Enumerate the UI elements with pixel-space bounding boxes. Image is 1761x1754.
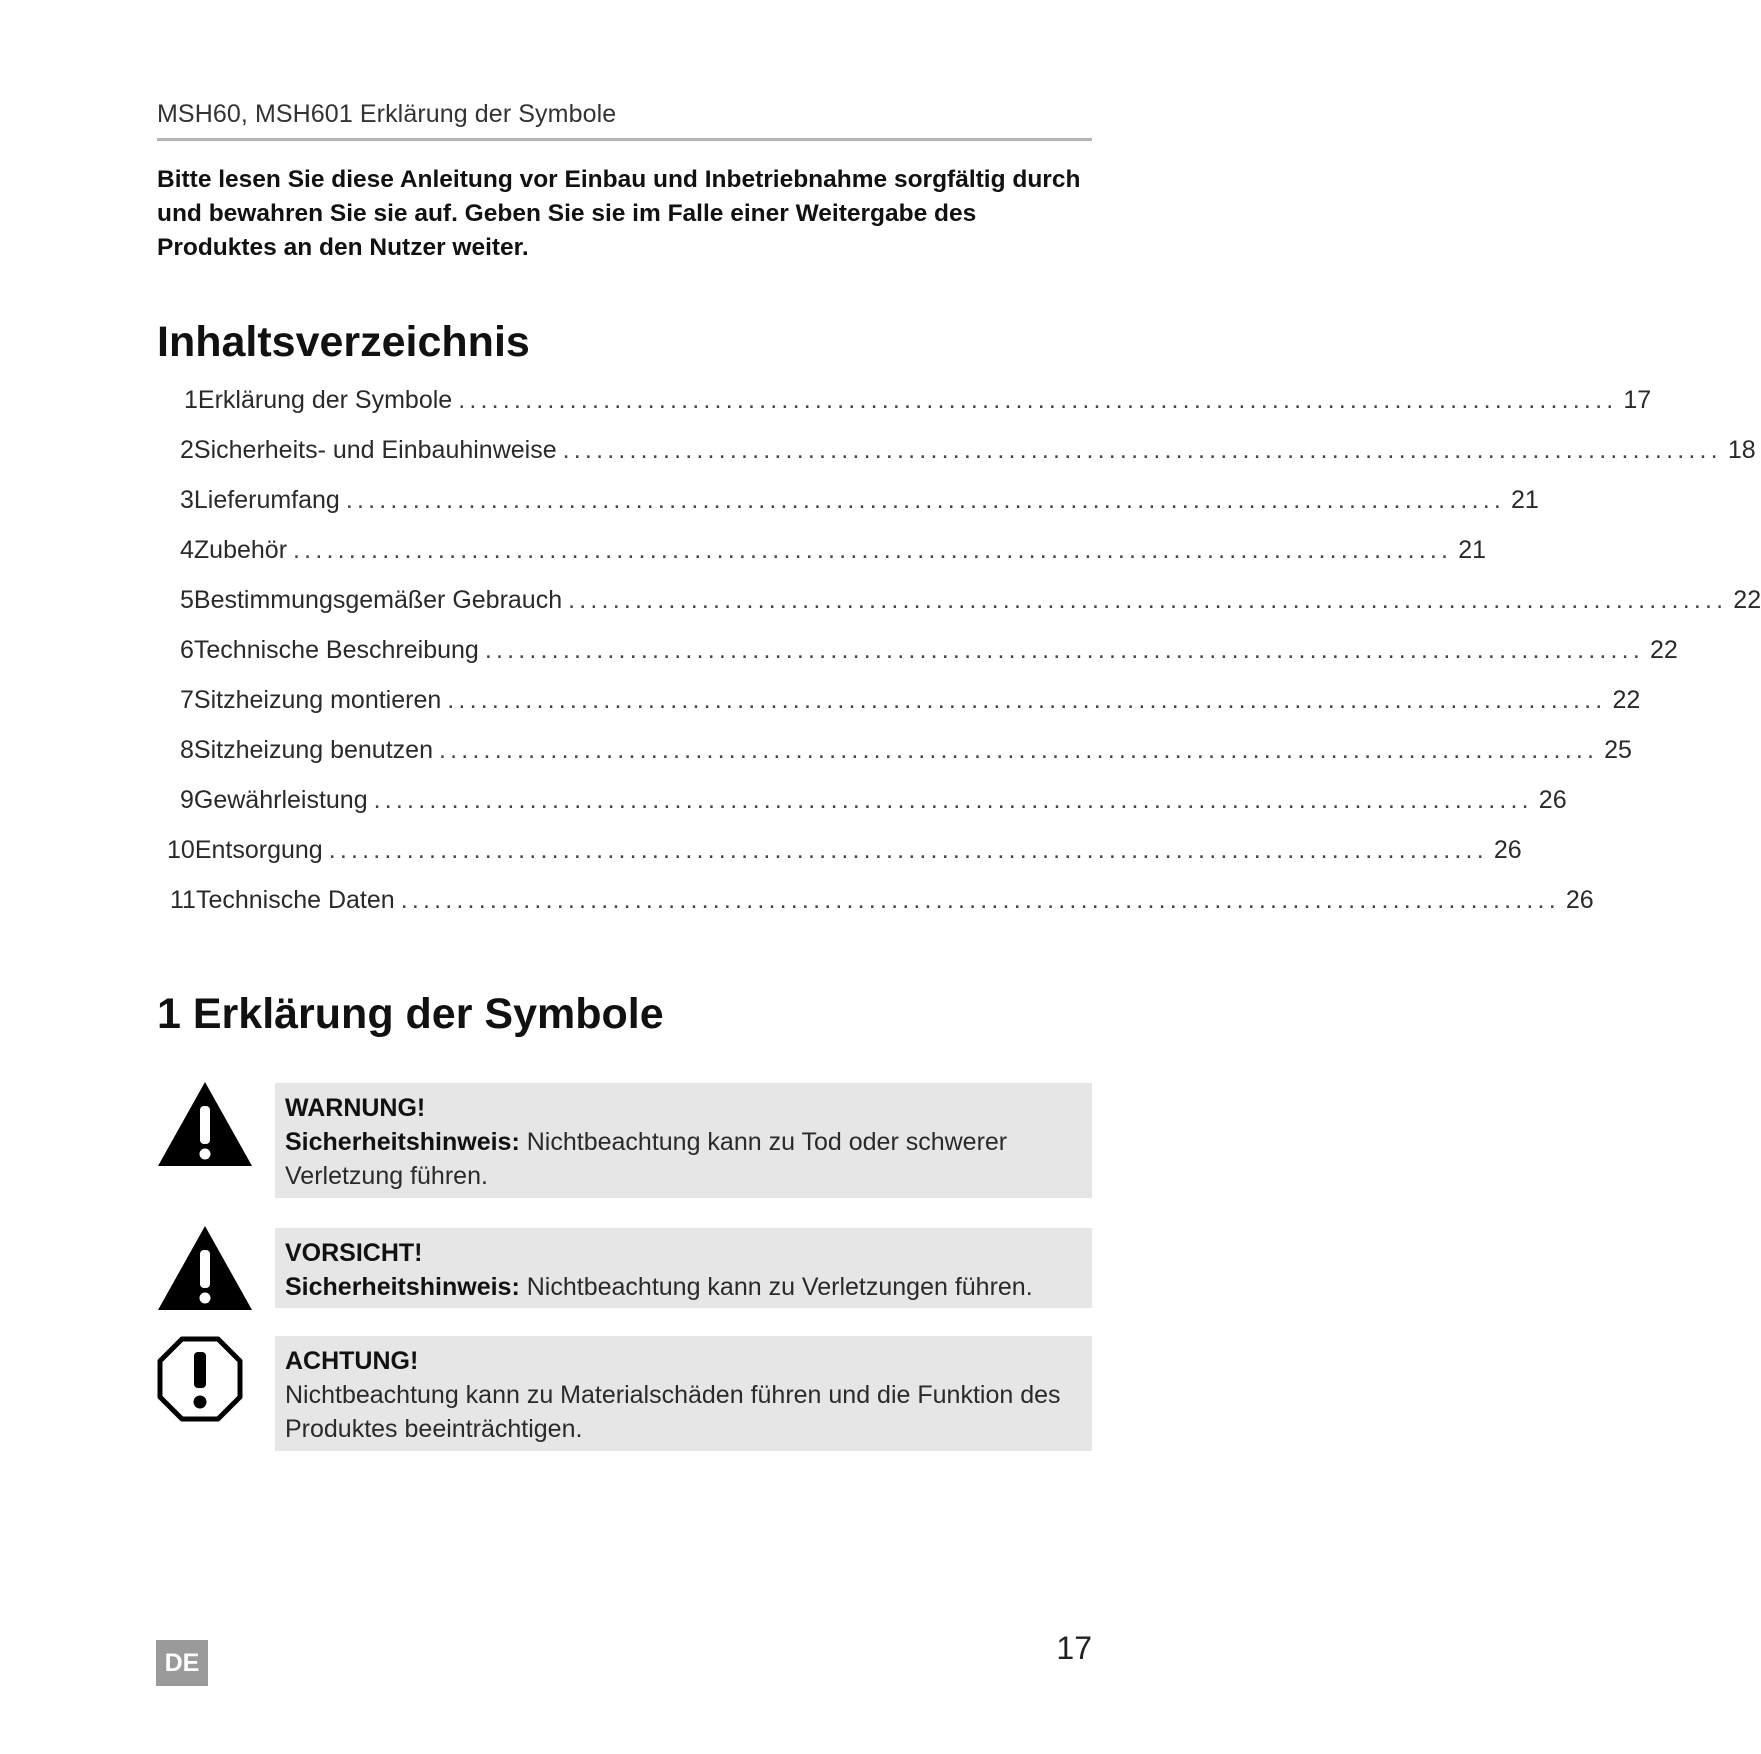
toc-entry-number: 11 (170, 886, 196, 914)
toc-entry[interactable] (180, 736, 1632, 770)
notice-title: WARNUNG! (285, 1094, 426, 1122)
intro-note: Bitte lesen Sie diese Anleitung vor Einbau und Inbetriebnahme sorgfältig durch und bewahren Sie sie auf. Geben Sie sie im Falle einer Weitergabe des Produktes an den Nutzer weiter. (157, 166, 1081, 261)
toc-entry-label: Entsorgung (194, 836, 323, 864)
running-header: MSH60, MSH601 Erklärung der Symbole (157, 100, 617, 128)
notice-body (285, 1378, 1078, 1446)
toc-entry-page: 17 (1623, 386, 1652, 414)
toc-leader-dots: ........................................................................................................ (438, 736, 1599, 764)
caution-octagon-icon (155, 1334, 245, 1424)
warning-triangle-icon (155, 1080, 255, 1172)
toc-entry[interactable] (167, 836, 1522, 870)
toc-entry-label: Sitzheizung benutzen (193, 736, 433, 764)
toc-entry[interactable] (180, 786, 1567, 820)
warning-triangle-icon (155, 1224, 255, 1316)
toc-entry[interactable] (180, 536, 1487, 570)
toc-entry[interactable] (180, 686, 1641, 720)
toc-entry-page: 18 (1727, 436, 1756, 464)
toc-entry-page: 22 (1612, 686, 1641, 714)
toc-leader-dots: ........................................................................................................ (400, 886, 1560, 914)
toc-entry[interactable] (184, 386, 1652, 420)
toc-entry-page: 21 (1458, 536, 1487, 564)
toc-leader-dots: ........................................................................................................ (458, 386, 1618, 414)
notice-title: VORSICHT! (285, 1239, 423, 1267)
toc-entry-page: 26 (1565, 886, 1594, 914)
notice-text: Nichtbeachtung kann zu Materialschäden führen und die Funktion des Produktes beeinträchtigen. (285, 1381, 1061, 1443)
toc-entry-number: 9 (180, 786, 194, 814)
toc-entry[interactable] (170, 886, 1594, 920)
toc-entry-number: 8 (180, 736, 194, 764)
toc-entry-page: 21 (1511, 486, 1539, 514)
toc-entry-number: 1 (184, 386, 198, 414)
toc-entry-label: Zubehör (193, 536, 288, 564)
toc-entry[interactable] (180, 486, 1539, 520)
toc-entry-number: 4 (180, 536, 194, 564)
caution-notice (275, 1228, 1092, 1308)
toc-entry-label: Gewährleistung (193, 786, 368, 814)
notice-text: Nichtbeachtung kann zu Verletzungen führen. (526, 1273, 1033, 1301)
notice-text: Nichtbeachtung kann zu Tod oder schwerer Verletzung führen. (285, 1128, 1008, 1190)
toc-entry-page: 22 (1649, 636, 1678, 664)
toc-entry-number: 6 (180, 636, 194, 664)
page-number: 17 (1056, 1630, 1092, 1666)
toc-entry[interactable] (180, 636, 1678, 670)
toc-entry-label: Technische Daten (195, 886, 395, 914)
attention-notice (275, 1336, 1092, 1451)
notice-lead: Sicherheitshinweis: (285, 1128, 520, 1156)
toc-entry-number: 7 (180, 686, 194, 714)
toc-entry-number: 10 (167, 836, 195, 864)
toc-leader-dots: ........................................................................................................ (345, 486, 1506, 514)
toc-entry[interactable] (180, 586, 1761, 620)
toc-leader-dots: ........................................................................................................ (568, 586, 1728, 614)
header-divider (157, 138, 1092, 141)
notice-title: ACHTUNG! (285, 1347, 419, 1375)
toc-leader-dots: ........................................................................................................ (484, 636, 1644, 664)
toc-entry-label: Lieferumfang (193, 486, 340, 514)
toc-entry-page: 26 (1493, 836, 1522, 864)
toc-leader-dots: ........................................................................................................ (328, 836, 1488, 864)
toc-leader-dots: ........................................................................................................ (562, 436, 1722, 464)
toc-entry-page: 22 (1733, 586, 1761, 614)
language-badge: DE (156, 1640, 208, 1686)
toc-entry-label: Sitzheizung montieren (193, 686, 442, 714)
toc-entry-number: 3 (180, 486, 194, 514)
toc-entry-page: 26 (1538, 786, 1567, 814)
toc-entry-label: Technische Beschreibung (193, 636, 479, 664)
toc-entry-number: 5 (180, 586, 194, 614)
notice-body (285, 1270, 1078, 1304)
toc-entry-label: Sicherheits- und Einbauhinweise (193, 436, 557, 464)
toc-entry-label: Bestimmungsgemäßer Gebrauch (193, 586, 563, 614)
toc-entry-label: Erklärung der Symbole (197, 386, 453, 414)
notice-lead: Sicherheitshinweis: (285, 1273, 520, 1301)
toc-entry-number: 2 (180, 436, 194, 464)
toc-leader-dots: ........................................................................................................ (447, 686, 1607, 714)
toc-leader-dots: ........................................................................................................ (373, 786, 1533, 814)
toc-entry-page: 25 (1604, 736, 1632, 764)
notice-body (285, 1125, 1078, 1193)
toc-entry[interactable] (180, 436, 1756, 470)
toc-leader-dots: ........................................................................................................ (293, 536, 1453, 564)
section-title: 1 Erklärung der Symbole (157, 990, 664, 1038)
toc-title: Inhaltsverzeichnis (157, 318, 530, 366)
warning-notice (275, 1083, 1092, 1198)
